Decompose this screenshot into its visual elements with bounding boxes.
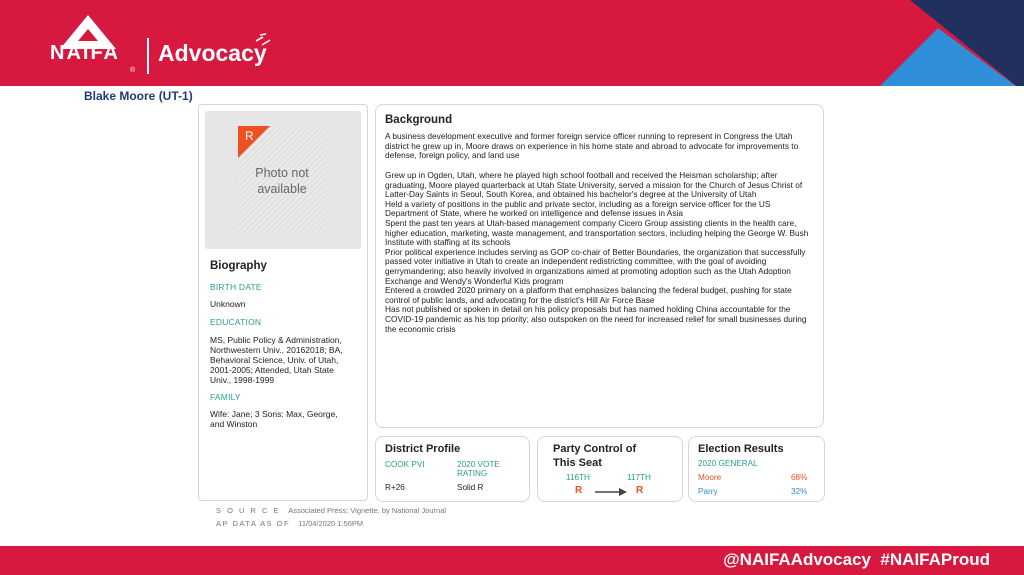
education-label: EDUCATION — [210, 317, 262, 327]
advocacy-wordmark: Advocacy — [158, 40, 267, 66]
ap-data-value: 11/04/2020 1:56PM — [298, 519, 364, 528]
profile-card — [198, 104, 368, 501]
background-item: Entered a crowded 2020 primary on a platform that emphasizes balancing the federal budget, pushing for state control of public lands, and advocating for the district's Hill Air Force Base — [385, 285, 792, 305]
footer-hashtags: @NAIFAAdvocacy #NAIFAProud — [723, 550, 990, 569]
chevron-arrows-icon — [254, 33, 272, 47]
birth-date-value: Unknown — [210, 299, 246, 309]
district-profile-title: District Profile — [385, 443, 461, 455]
ap-data-line — [216, 519, 363, 528]
vote-rating-label: 2020 VOTE RATING — [457, 460, 500, 478]
logo-registered-mark: ® — [130, 67, 136, 74]
education-value: MS, Public Policy & Administration, Northwestern Univ., 20162018; BA, Behavioral Science, Univ. of Utah, 2001-2005; Attended, Utah State Univ., 1998-1999 — [210, 335, 343, 385]
cook-pvi-value: R+26 — [385, 483, 405, 492]
to-congress-label: 117TH — [627, 473, 651, 482]
background-item: Spent the past ten years at Utah-based management company Cicero Group assisting clients in the health care, higher education, marketing, waste management, and transportation sectors, including helping the George W. Bush Institute with staffing at its schools — [385, 217, 809, 248]
ap-data-label: AP DATA AS OF — [216, 519, 291, 528]
arrow-right-icon — [595, 487, 627, 497]
photo-not-available-text: Photo not available — [255, 166, 309, 196]
election-subtitle: 2020 GENERAL — [698, 459, 758, 468]
source-label: S O U R C E — [216, 506, 281, 515]
result-percent: 68% — [791, 473, 808, 482]
background-summary: A business development executive and former foreign service officer running to represent in Congress the Utah district he grew up in, Moore draws on experience in his home state and abroad to advocate for improvements to defense, foreign policy, and land use — [385, 131, 799, 161]
party-flag-letter: R — [245, 129, 254, 143]
party-flag-icon — [238, 126, 270, 158]
from-congress-label: 116TH — [566, 473, 590, 482]
header-banner — [0, 0, 1024, 86]
background-item: Grew up in Ogden, Utah, where he played high school football and received the Heisman scholarship; after graduating, Moore played quarterback at Utah State University, served a mission for the Church of Jesus Christ of Latter-Day Saints in Seoul, South Korea, and obtained his bachelor's degree at the University of Utah — [385, 170, 803, 200]
background-list — [385, 171, 815, 334]
vote-rating-value: Solid R — [457, 483, 484, 492]
background-item: Prior political experience includes serving as GOP co-chair of Better Boundaries, the organization that successfully passed voter initiative in Utah to create an independent redistricting committee, with the goal of avoiding gerrymandering; also heavily involved in organizations aimed at promoting adoption such as the Utah Adoption Exchange and Wendy's Wonderful Kids program — [385, 246, 806, 286]
background-card — [375, 104, 824, 428]
election-results-title: Election Results — [698, 443, 784, 455]
candidate-title: Blake Moore (UT-1) — [84, 89, 193, 103]
source-line — [216, 506, 446, 515]
cook-pvi-label: COOK PVI — [385, 460, 425, 469]
birth-date-label: BIRTH DATE — [210, 282, 262, 292]
party-control-title: Party Control of This Seat — [553, 443, 637, 469]
result-name: Moore — [698, 473, 722, 482]
result-name: Parry — [698, 487, 718, 496]
biography-heading: Biography — [210, 260, 267, 272]
from-party-value: R — [575, 485, 583, 496]
result-percent: 32% — [791, 487, 808, 496]
election-results-card — [688, 436, 825, 502]
logo-wordmark: NAIFA — [50, 42, 120, 64]
header-corner-graphic — [840, 0, 1024, 86]
footer-banner — [0, 546, 1024, 575]
district-profile-card — [375, 436, 530, 502]
logo-divider — [147, 38, 149, 74]
family-label: FAMILY — [210, 392, 241, 402]
to-party-value: R — [636, 485, 644, 496]
background-item: Has not published or spoken in detail on his policy proposals but has named holding China accountable for the COVID-19 pandemic as his top priority; also outspoken on the need for increased relief for small businesses during the economic crisis — [385, 304, 807, 334]
background-item: Held a variety of positions in the public and private sector, including as a foreign service officer for the US Department of State, where he worked on intelligence and defense issues in Asia — [385, 198, 771, 219]
family-value: Wife: Jane; 3 Sons: Max, George, and Winston — [210, 409, 338, 429]
photo-frame — [205, 111, 361, 249]
background-heading: Background — [385, 114, 453, 126]
party-control-card — [537, 436, 683, 502]
source-value: Associated Press; Vignette, by National Journal — [288, 506, 447, 515]
